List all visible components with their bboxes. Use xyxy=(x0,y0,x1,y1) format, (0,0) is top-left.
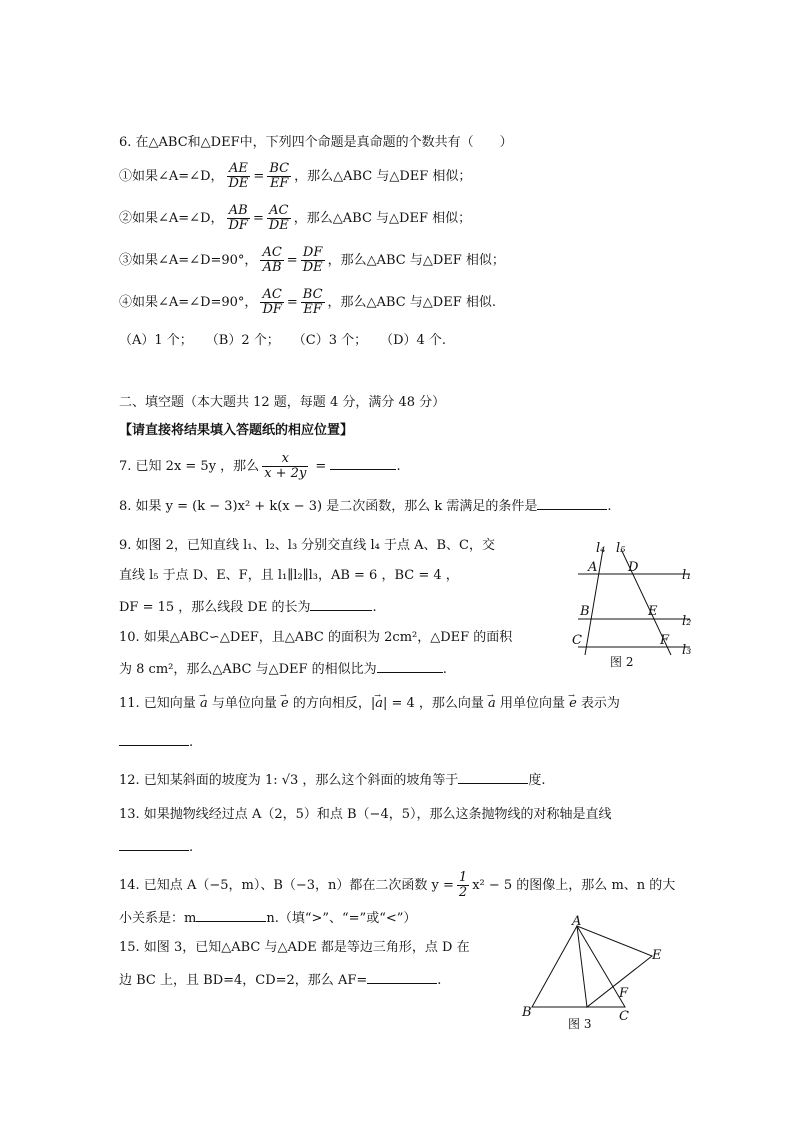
label-F: F xyxy=(619,986,629,1001)
triangle-ADE xyxy=(577,926,652,1007)
answer-blank[interactable] xyxy=(377,660,443,673)
figure-2-caption: 图 2 xyxy=(610,655,634,669)
vector-a: → a xyxy=(200,696,208,711)
label-B: B xyxy=(522,1005,532,1020)
fraction: $\frac{DF}{DE}$ xyxy=(302,245,323,275)
label-C: C xyxy=(619,1009,629,1024)
figure-2 xyxy=(560,535,710,675)
label-l4: l₄ xyxy=(596,541,606,556)
label-A: A xyxy=(572,914,582,929)
q10-line-1: 10. 如果△ABC∽△DEF，且△ABC 的面积为 2cm²，△DEF 的面积 xyxy=(119,630,513,645)
label-F: F xyxy=(660,633,670,648)
fraction: $\frac{AC}{AB}$ xyxy=(262,245,282,275)
fraction: $\frac{AC}{DF}$ xyxy=(262,287,282,317)
q9-line-1: 9. 如图 2，已知直线 l₁、l₂、l₃ 分别交直线 l₄ 于点 A、B、C，交 xyxy=(119,538,495,553)
vector-a: → a xyxy=(375,696,383,711)
section-title: 二、填空题（本大题共 12 题，每题 4 分，满分 48 分） xyxy=(119,395,446,410)
vector-e: → e xyxy=(569,696,577,711)
label-E: E xyxy=(648,604,658,619)
answer-blank[interactable] xyxy=(196,909,266,922)
label-l3: l₃ xyxy=(682,643,692,658)
fraction: $\frac{BC}{EF}$ xyxy=(302,287,323,317)
answer-blank[interactable] xyxy=(330,457,396,470)
q13: 13. 如果抛物线经过点 A（2，5）和点 B（−4，5），那么这条抛物线的对称轴是直线 xyxy=(119,807,612,822)
answer-blank[interactable] xyxy=(310,598,372,611)
label-B: B xyxy=(580,604,590,619)
section-note: 【请直接将结果填入答题纸的相应位置】 xyxy=(119,423,354,438)
q8: 8. 如果 y = (k − 3)x² + k(x − 3) 是二次函数，那么 k 需满足的条件是 . xyxy=(119,499,612,514)
q11-answer: . xyxy=(119,733,193,752)
label-l1: l₁ xyxy=(682,568,692,583)
figure-3-caption: 图 3 xyxy=(568,1017,592,1031)
q6-option-2: ②如果∠A=∠D， $\frac{AB}{DF}$ = $\frac{AC}{DE}$ ，那么△ABC 与△DEF 相似； xyxy=(119,203,472,233)
label-E: E xyxy=(652,948,662,963)
q15-line-1: 15. 如图 3，已知△ABC 与△ADE 都是等边三角形，点 D 在 xyxy=(119,940,470,955)
fraction: $\frac{AC}{DE}$ xyxy=(268,203,289,233)
answer-blank[interactable] xyxy=(458,771,528,784)
answer-blank[interactable] xyxy=(537,497,607,510)
q6-option-1: ①如果∠A=∠D， $\frac{AE}{DE}$ = $\frac{BC}{EF}$ ，那么△ABC 与△DEF 相似； xyxy=(119,161,472,191)
q7: 7. 已知 2x = 5y ，那么 $\frac{x}{x + 2y}$ = . xyxy=(119,451,401,481)
label-A: A xyxy=(588,560,598,575)
label-C: C xyxy=(572,633,582,648)
q9-line-2: 直线 l₅ 于点 D、E、F，且 l₁∥l₂∥l₃，AB = 6 ，BC = 4 ， xyxy=(119,568,459,583)
q6-option-3: ③如果∠A=∠D=90°， $\frac{AC}{AB}$ = $\frac{DF}{DE}$ ，那么△ABC 与△DEF 相似； xyxy=(119,245,505,275)
q11: 11. 已知向量 → a 与单位向量 → e 的方向相反，|→ a| = 4 ，那么向量 → a 用单位向量 → e 表示为 xyxy=(119,695,620,713)
answer-blank[interactable] xyxy=(367,971,437,984)
fraction: $\frac{AE}{DE}$ xyxy=(228,161,249,191)
vector-e: → e xyxy=(281,696,289,711)
fraction: $\frac{1}{2}$ xyxy=(458,870,468,900)
label-l2: l₂ xyxy=(682,614,692,629)
q13-answer: . xyxy=(119,838,193,857)
fraction: $\frac{BC}{EF}$ xyxy=(269,161,290,191)
figure-3 xyxy=(510,912,670,1037)
label-l5: l₅ xyxy=(616,541,626,556)
label-D: D xyxy=(628,560,639,575)
q6-stem: 6. 在△ABC和△DEF中，下列四个命题是真命题的个数共有（ ） xyxy=(119,135,513,150)
answer-blank[interactable] xyxy=(119,733,189,746)
q14-line-2: 小关系是：m n.（填“>”、“=”或“<”） xyxy=(119,911,417,926)
fraction: $\frac{AB}{DF}$ xyxy=(228,203,248,233)
q12: 12. 已知某斜面的坡度为 1: √3 ，那么这个斜面的坡角等于 度. xyxy=(119,773,546,788)
q9-line-3: DF = 15 ，那么线段 DE 的长为 . xyxy=(119,600,377,615)
answer-blank[interactable] xyxy=(119,838,189,851)
q14-line-1: 14. 已知点 A（−5，m）、B（−3，n）都在二次函数 y = $\frac{1}{2}$ x² − 5 的图像上，那么 m、n 的大 xyxy=(119,870,676,900)
q6-choices: （A）1 个； （B）2 个； （C）3 个； （D）4 个. xyxy=(119,333,447,348)
vector-a: → a xyxy=(488,696,496,711)
q10-line-2: 为 8 cm²，那么△ABC 与△DEF 的相似比为 . xyxy=(119,662,447,677)
q15-line-2: 边 BC 上，且 BD=4，CD=2，那么 AF= . xyxy=(119,973,442,988)
q6-option-4: ④如果∠A=∠D=90°， $\frac{AC}{DF}$ = $\frac{BC}{EF}$ ，那么△ABC 与△DEF 相似. xyxy=(119,287,497,317)
fraction: $\frac{x}{x + 2y}$ xyxy=(264,451,307,481)
